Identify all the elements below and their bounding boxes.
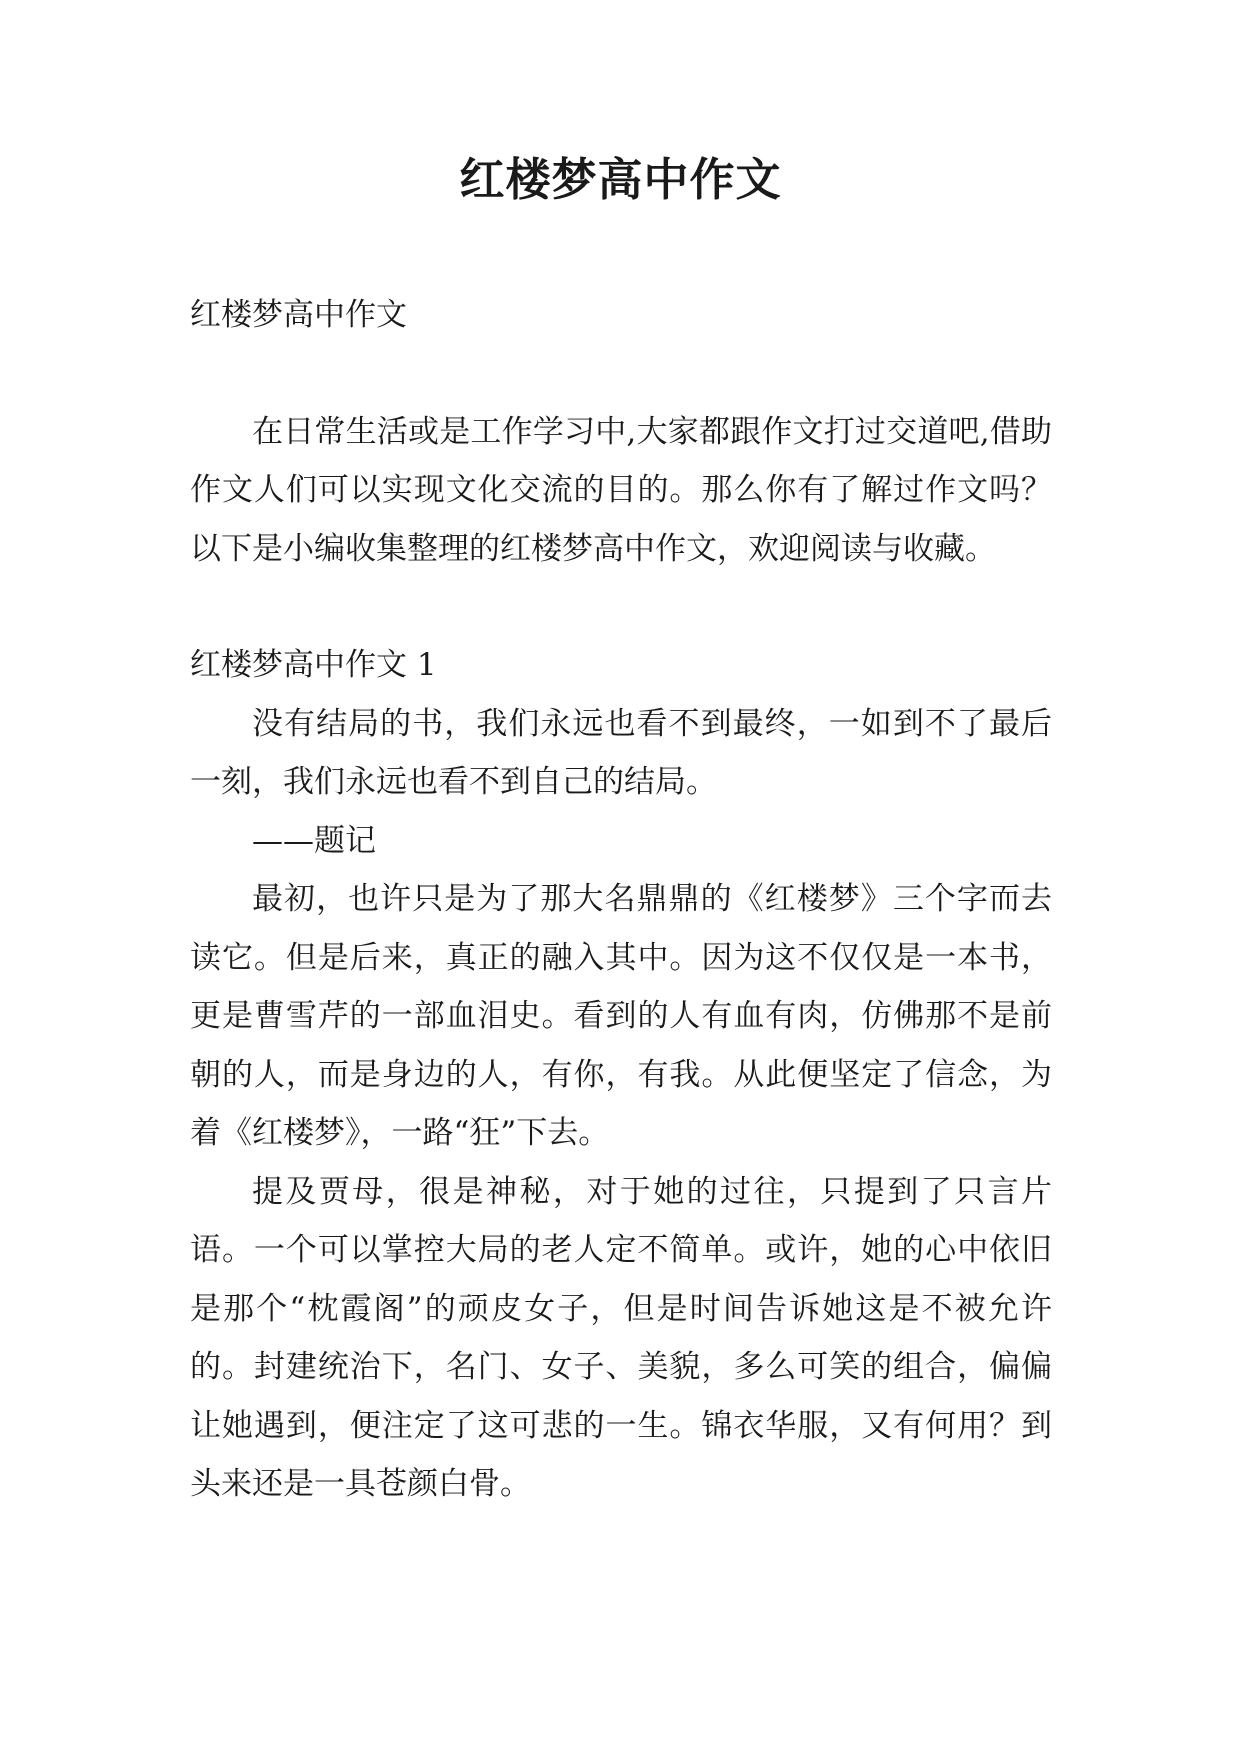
document-subtitle: 红楼梦高中作文: [190, 297, 407, 333]
epigraph-attribution: ——题记: [252, 822, 376, 859]
section-heading: 红楼梦高中作文 1: [190, 647, 437, 683]
document-title: 红楼梦高中作文: [459, 153, 782, 206]
body-paragraph: 没有结局的书，我们永远也看不到最终，一如到不了最后一刻，我们永远也看不到自己的结局。: [190, 705, 1052, 800]
body-paragraph: 最初，也许只是为了那大名鼎鼎的《红楼梦》三个字而去读它。但是后来，真正的融入其中。因为这不仅仅是一本书，更是曹雪芹的一部血泪史。看到的人有血有肉，仿佛那不是前朝的人，而是身边的人，有你，有我。从此便坚定了信念，为着《红楼梦》，一路“狂”下去。: [190, 881, 1052, 1151]
document-body: [190, 286, 1052, 1514]
body-paragraph: 提及贾母，很是神秘，对于她的过往，只提到了只言片语。一个可以掌控大局的老人定不简单。或许，她的心中依旧是那个“枕霞阁”的顽皮女子，但是时间告诉她这是不被允许的。封建统治下，名门、女子、美貌，多么可笑的组合，偏偏让她遇到，便注定了这可悲的一生。锦衣华服，又有何用？到头来还是一具苍颜白骨。: [190, 1173, 1052, 1502]
intro-paragraph: 在日常生活或是工作学习中,大家都跟作文打过交道吧,借助作文人们可以实现文化交流的目的。那么你有了解过作文吗？以下是小编收集整理的红楼梦高中作文，欢迎阅读与收藏。: [190, 413, 1052, 567]
